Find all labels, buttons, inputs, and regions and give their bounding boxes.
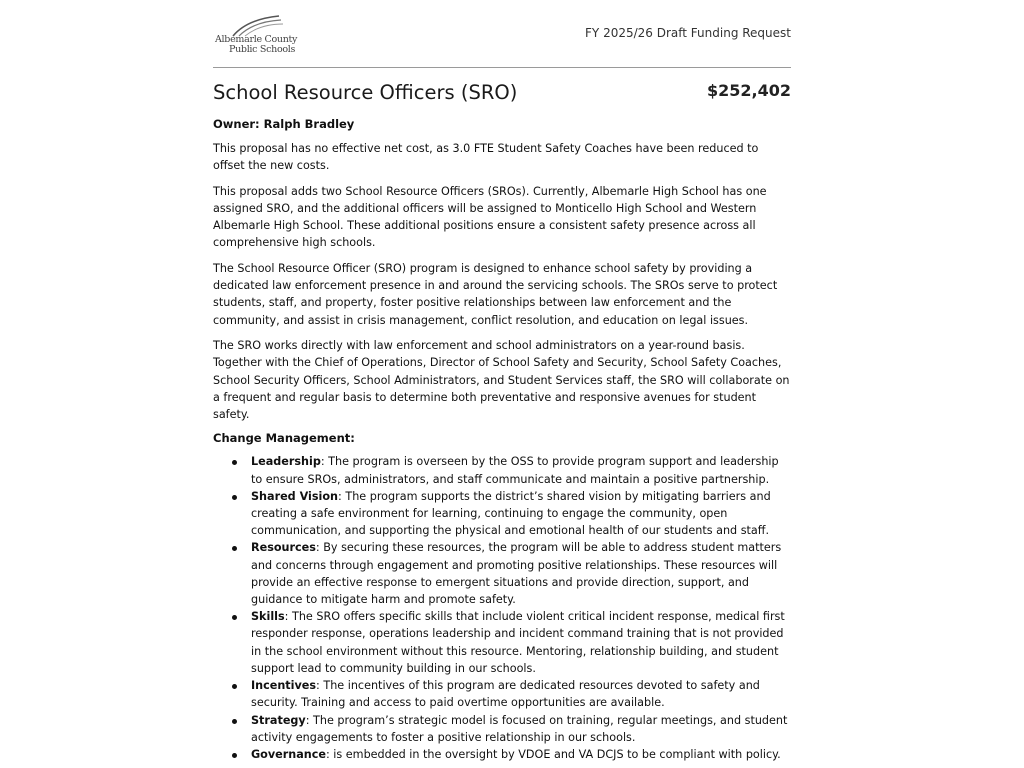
- item-term: Leadership: [251, 455, 321, 469]
- district-logo: [215, 14, 305, 60]
- item-text: : is embedded in the oversight by VDOE and VA DCJS to be compliant with policy.: [325, 747, 781, 761]
- document-header: [213, 0, 791, 68]
- list-item: [251, 608, 791, 677]
- bullet-icon: [232, 615, 237, 620]
- item-text: : The incentives of this program are dedicated resources devoted to safety and security. Training and access to paid overtime opportunities are available.: [251, 679, 760, 710]
- item-text: : By securing these resources, the program will be able to address student matters and concerns through engagement and promoting positive relationships. These resources will provide an effective response to emergent situations and provide direction, support, and guidance to mitigate harm and promote safety.: [251, 541, 782, 607]
- paragraph: This proposal has no effective net cost, as 3.0 FTE Student Safety Coaches have been reduced to offset the new costs.: [213, 142, 759, 173]
- bullet-icon: [232, 684, 237, 689]
- change-management-heading: Change Management:: [213, 431, 355, 446]
- bullet-icon: [232, 753, 237, 758]
- title-row: [213, 81, 791, 117]
- item-text: : The program’s strategic model is focused on training, regular meetings, and student activity engagements to foster a positive relationship in our schools.: [251, 713, 788, 744]
- list-item: [251, 712, 791, 746]
- list-item: [251, 488, 791, 540]
- paragraph: The SRO works directly with law enforcement and school administrators on a year-round basis. Together with the Chief of Operations, Director of School Safety and Security, School Safety Coaches, School Security Officers, School Administrators, and Student Services staff, the SRO will collaborate on a frequent and regular basis to determine both preventative and responsive avenues for student safety.: [213, 338, 790, 422]
- document-type: FY 2025/26 Draft Funding Request: [585, 26, 791, 40]
- list-item: [251, 677, 791, 711]
- paragraph: The School Resource Officer (SRO) program is designed to enhance school safety by providing a dedicated law enforcement presence in and around the servicing schools. The SROs serve to protect students, staff, and property, foster positive relationships between law enforcement and the community, and assist in crisis management, conflict resolution, and education on legal issues.: [213, 261, 778, 327]
- list-item: [251, 453, 791, 487]
- bullet-icon: [232, 460, 237, 465]
- item-term: Governance: [251, 747, 326, 761]
- bullet-icon: [232, 719, 237, 724]
- funding-amount: $252,402: [706, 81, 791, 100]
- bullet-icon: [232, 495, 237, 500]
- item-text: : The program is overseen by the OSS to provide program support and leadership to ensure SROs, administrators, and staff communicate and maintain a positive partnership.: [251, 455, 779, 486]
- bullet-icon: [232, 546, 237, 551]
- logo-line1: Albemarle County: [215, 34, 298, 45]
- change-management-list: [213, 453, 791, 763]
- item-term: Strategy: [251, 713, 306, 727]
- list-item: [251, 746, 791, 763]
- logo-line2: Public Schools: [229, 44, 296, 55]
- item-term: Skills: [251, 610, 285, 624]
- item-term: Shared Vision: [251, 489, 339, 503]
- paragraph: This proposal adds two School Resource Officers (SROs). Currently, Albemarle High School has one assigned SRO, and the additional officers will be assigned to Monticello High School and Western Albemarle High School. These additional positions ensure a consistent safety presence across all comprehensive high schools.: [213, 184, 767, 250]
- item-term: Incentives: [251, 679, 317, 693]
- item-term: Resources: [251, 541, 316, 555]
- list-item: [251, 539, 791, 608]
- document-page: [213, 0, 791, 763]
- logo-text: [215, 35, 297, 55]
- owner-line: Owner: Ralph Bradley: [213, 117, 355, 131]
- item-text: : The SRO offers specific skills that include violent critical incident response, medical first responder response, operations leadership and incident command training that is not provided in the school environment without this resource. Mentoring, relationship building, and student support lead to community building in our schools.: [251, 610, 785, 675]
- item-text: : The program supports the district’s shared vision by mitigating barriers and creating a safe environment for learning, continuing to engage the community, open communication, and supporting the physical and emotional health of our students and staff.: [251, 489, 771, 538]
- page-title: School Resource Officers (SRO): [213, 81, 518, 104]
